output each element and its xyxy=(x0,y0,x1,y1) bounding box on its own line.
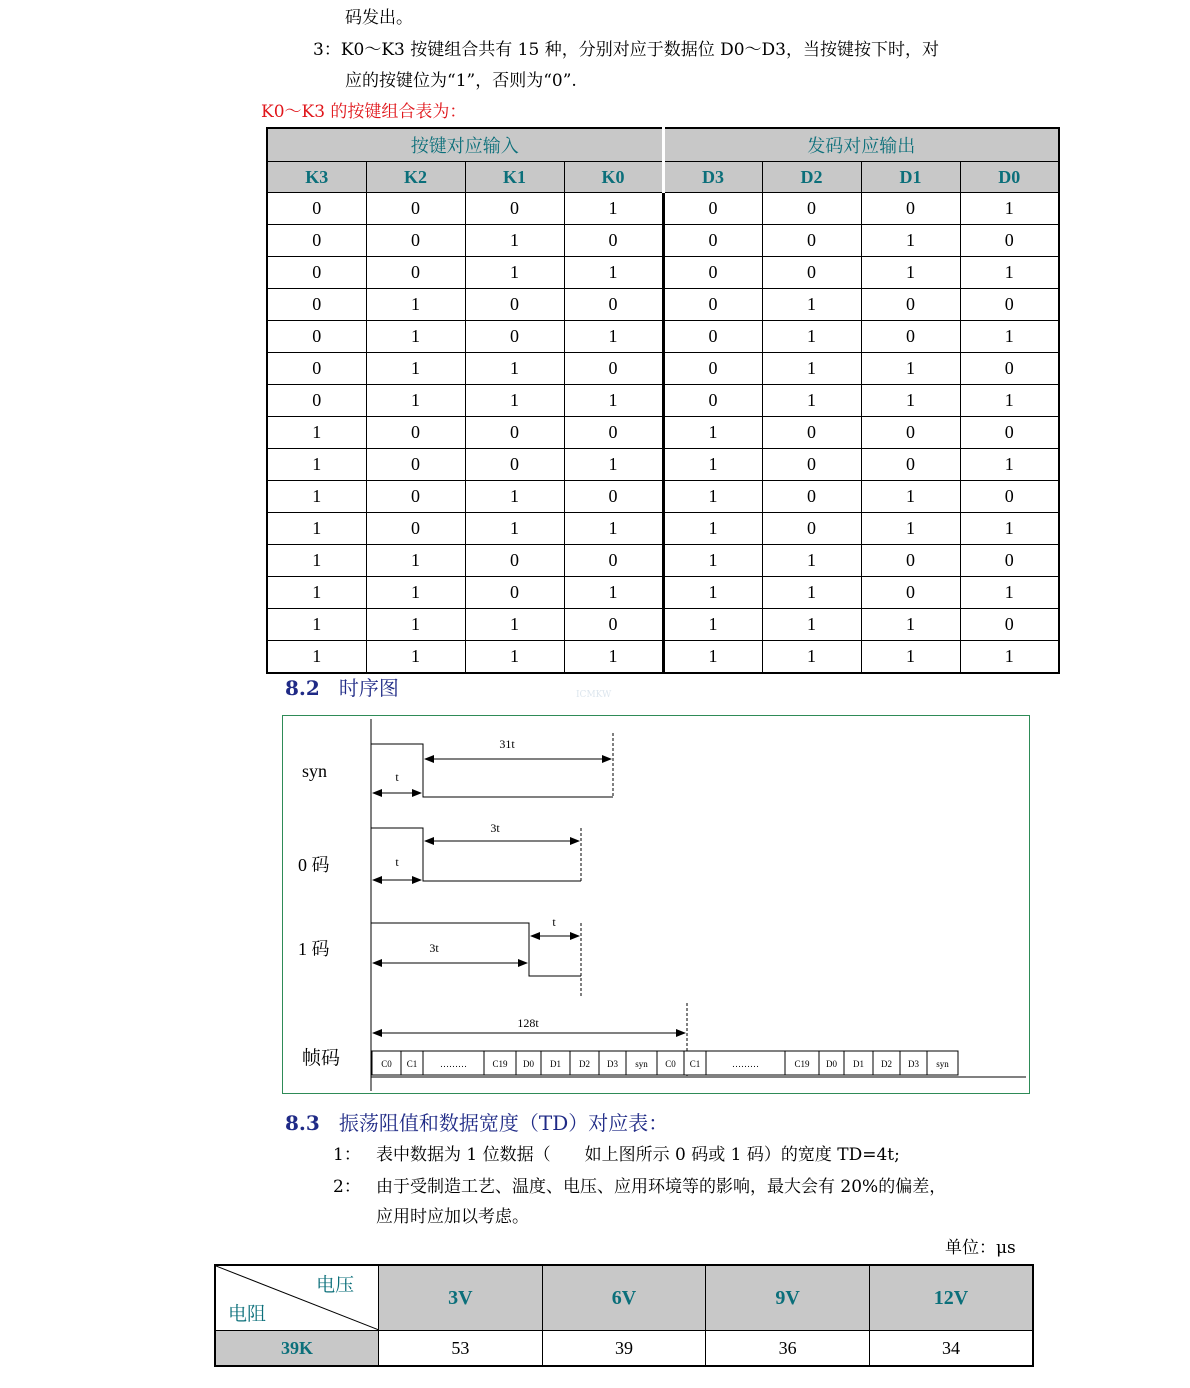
cell-k2: 0 xyxy=(366,257,465,289)
cell-d2: 0 xyxy=(762,481,861,513)
cell-k3: 1 xyxy=(267,577,366,609)
column-header-k3: K3 xyxy=(267,162,366,193)
cell-d3: 0 xyxy=(663,353,762,385)
table-row xyxy=(267,193,1059,225)
cell-d2: 0 xyxy=(762,513,861,545)
frame-cell-label: C19 xyxy=(492,1059,508,1069)
code0-waveform xyxy=(371,828,581,881)
syn-31t-label: 31t xyxy=(499,737,515,751)
cell-k0: 1 xyxy=(564,193,663,225)
cell-k3: 0 xyxy=(267,321,366,353)
cell-k0: 1 xyxy=(564,641,663,674)
cell-d0: 1 xyxy=(960,385,1059,417)
syn-t-label: t xyxy=(395,770,399,784)
cell-d3: 0 xyxy=(663,257,762,289)
cell-d0: 0 xyxy=(960,481,1059,513)
cell-d0: 0 xyxy=(960,545,1059,577)
voltage-header-9v: 9V xyxy=(706,1265,870,1331)
group-input-header: 按键对应输入 xyxy=(267,128,663,162)
cell-d2: 1 xyxy=(762,577,861,609)
table-row xyxy=(267,289,1059,321)
cell-d0: 1 xyxy=(960,513,1059,545)
cell-k1: 1 xyxy=(465,609,564,641)
frame-cell-label: C0 xyxy=(381,1059,392,1069)
corner-resistance-label: 电阻 xyxy=(228,1304,267,1325)
cell-k3: 1 xyxy=(267,481,366,513)
frame-cell-label: C0 xyxy=(665,1059,676,1069)
cell-d2: 1 xyxy=(762,545,861,577)
cell-k1: 0 xyxy=(465,289,564,321)
cell-d3: 0 xyxy=(663,321,762,353)
cell-k2: 0 xyxy=(366,449,465,481)
table-row xyxy=(267,577,1059,609)
frame-cell-label: ……… xyxy=(732,1059,759,1069)
cell-d2: 0 xyxy=(762,449,861,481)
group-output-header: 发码对应输出 xyxy=(663,128,1059,162)
cell-k2: 0 xyxy=(366,513,465,545)
cell-d3: 1 xyxy=(663,449,762,481)
code1-label: 1 码 xyxy=(298,939,330,959)
cell-d3: 1 xyxy=(663,577,762,609)
cell-d0: 1 xyxy=(960,321,1059,353)
cell-d1: 0 xyxy=(861,449,960,481)
cell-k0: 1 xyxy=(564,577,663,609)
cell-d2: 1 xyxy=(762,641,861,674)
cell-k3: 1 xyxy=(267,449,366,481)
cell-k2: 1 xyxy=(366,385,465,417)
cell-d1: 1 xyxy=(861,385,960,417)
cell-d1: 1 xyxy=(861,353,960,385)
key-combination-table xyxy=(266,127,1060,674)
cell-d1: 1 xyxy=(861,609,960,641)
cell-k0: 1 xyxy=(564,513,663,545)
cell-d0: 0 xyxy=(960,225,1059,257)
note-2-number: 2： xyxy=(333,1177,361,1197)
cell-k3: 0 xyxy=(267,385,366,417)
frame-cell-label: C1 xyxy=(406,1059,418,1069)
section-8-3-heading xyxy=(285,1110,668,1136)
cell-d1: 1 xyxy=(861,257,960,289)
cell-k3: 0 xyxy=(267,289,366,321)
table-row xyxy=(267,481,1059,513)
code1-waveform xyxy=(371,923,581,976)
cell-d2: 0 xyxy=(762,225,861,257)
cell-d2: 1 xyxy=(762,289,861,321)
cell-k1: 0 xyxy=(465,449,564,481)
cell-d1: 0 xyxy=(861,289,960,321)
cell-d1: 0 xyxy=(861,321,960,353)
cell-k1: 0 xyxy=(465,417,564,449)
cell-d2: 0 xyxy=(762,193,861,225)
cell-k0: 0 xyxy=(564,289,663,321)
note-2-line1: 由于受制造工艺、温度、电压、应用环境等的影响，最大会有 20%的偏差， xyxy=(376,1177,947,1197)
cell-k1: 1 xyxy=(465,225,564,257)
table-row xyxy=(267,417,1059,449)
cell-d2: 1 xyxy=(762,321,861,353)
cell-k0: 0 xyxy=(564,417,663,449)
code0-3t-label: 3t xyxy=(490,821,500,835)
cell-k0: 0 xyxy=(564,353,663,385)
width-value-cell: 34 xyxy=(869,1331,1033,1367)
section-number: 8.3 xyxy=(285,1111,320,1135)
unit-label: 单位：μs xyxy=(945,1238,1016,1258)
frame-cell-label: D1 xyxy=(853,1059,864,1069)
cell-d0: 1 xyxy=(960,257,1059,289)
syn-label: syn xyxy=(302,761,328,781)
section-title: 振荡阻值和数据宽度（TD）对应表： xyxy=(338,1111,669,1135)
table-row xyxy=(267,513,1059,545)
cell-k2: 1 xyxy=(366,289,465,321)
cell-d2: 0 xyxy=(762,417,861,449)
frame-cell-label: C19 xyxy=(794,1059,810,1069)
cell-d3: 0 xyxy=(663,289,762,321)
cell-d3: 1 xyxy=(663,513,762,545)
resistance-width-table xyxy=(214,1264,1034,1367)
cell-d0: 1 xyxy=(960,449,1059,481)
cell-k2: 0 xyxy=(366,417,465,449)
column-header-d0: D0 xyxy=(960,162,1059,193)
cell-k3: 1 xyxy=(267,417,366,449)
voltage-header-6v: 6V xyxy=(542,1265,706,1331)
column-header-k1: K1 xyxy=(465,162,564,193)
frame-cell-label: syn xyxy=(936,1059,949,1069)
code1-t-label: t xyxy=(552,915,556,929)
voltage-header-3v: 3V xyxy=(379,1265,543,1331)
syn-waveform xyxy=(371,744,613,797)
corner-cell xyxy=(215,1265,379,1331)
cell-d3: 0 xyxy=(663,225,762,257)
width-value-cell: 36 xyxy=(706,1331,870,1367)
table-row xyxy=(267,225,1059,257)
column-header-d2: D2 xyxy=(762,162,861,193)
code0-t-label: t xyxy=(395,855,399,869)
frame-cell-label: D2 xyxy=(579,1059,590,1069)
voltage-header-12v: 12V xyxy=(869,1265,1033,1331)
timing-diagram xyxy=(282,715,1030,1095)
table-row xyxy=(267,385,1059,417)
table-row xyxy=(267,353,1059,385)
cell-k1: 1 xyxy=(465,385,564,417)
cell-d2: 1 xyxy=(762,353,861,385)
frame-cell-label: D2 xyxy=(881,1059,892,1069)
cell-k2: 1 xyxy=(366,577,465,609)
cell-d1: 0 xyxy=(861,417,960,449)
section-8-2-heading xyxy=(285,675,399,701)
table-row xyxy=(267,641,1059,674)
cell-k1: 0 xyxy=(465,193,564,225)
frame-cell-label: D1 xyxy=(550,1059,561,1069)
cell-d0: 1 xyxy=(960,641,1059,674)
cell-d3: 1 xyxy=(663,609,762,641)
cell-k1: 0 xyxy=(465,545,564,577)
watermark: ICMKW xyxy=(576,690,612,700)
row-label-39k: 39K xyxy=(215,1331,379,1367)
cell-d1: 1 xyxy=(861,641,960,674)
corner-voltage-label: 电压 xyxy=(316,1275,355,1296)
frame-cell-label: D0 xyxy=(826,1059,837,1069)
table-row xyxy=(267,321,1059,353)
note-2-line2: 应用时应加以考虑。 xyxy=(376,1207,529,1227)
cell-k1: 0 xyxy=(465,577,564,609)
section-title: 时序图 xyxy=(338,676,399,700)
cell-k2: 1 xyxy=(366,353,465,385)
frame-128t-label: 128t xyxy=(517,1016,539,1030)
column-header-d3: D3 xyxy=(663,162,762,193)
cell-d3: 1 xyxy=(663,545,762,577)
frame-cell-label: D0 xyxy=(523,1059,534,1069)
cell-d0: 0 xyxy=(960,353,1059,385)
cell-k3: 0 xyxy=(267,257,366,289)
cell-k3: 1 xyxy=(267,641,366,674)
cell-k1: 0 xyxy=(465,321,564,353)
frame-cell-label: ……… xyxy=(440,1059,467,1069)
cell-k3: 1 xyxy=(267,513,366,545)
cell-k2: 0 xyxy=(366,225,465,257)
cell-d1: 0 xyxy=(861,193,960,225)
cell-d0: 1 xyxy=(960,577,1059,609)
cell-k2: 1 xyxy=(366,641,465,674)
frame-cell-label: syn xyxy=(635,1059,648,1069)
cell-d1: 0 xyxy=(861,545,960,577)
cell-k3: 0 xyxy=(267,193,366,225)
cell-d1: 1 xyxy=(861,225,960,257)
cell-k3: 1 xyxy=(267,545,366,577)
section-number: 8.2 xyxy=(285,676,320,700)
cell-k0: 1 xyxy=(564,449,663,481)
table-row xyxy=(267,545,1059,577)
code0-label: 0 码 xyxy=(298,855,330,875)
cell-d2: 1 xyxy=(762,609,861,641)
cell-k0: 1 xyxy=(564,321,663,353)
cell-k1: 1 xyxy=(465,257,564,289)
intro-item3-line1: 3：K0～K3 按键组合共有 15 种，分别对应于数据位 D0～D3，当按键按下时，对 xyxy=(313,40,939,60)
width-value-cell: 39 xyxy=(542,1331,706,1367)
table-row xyxy=(267,609,1059,641)
intro-line: 码发出。 xyxy=(345,8,413,28)
cell-d0: 0 xyxy=(960,417,1059,449)
cell-d3: 0 xyxy=(663,193,762,225)
cell-d1: 1 xyxy=(861,481,960,513)
cell-k0: 0 xyxy=(564,481,663,513)
note-1: 表中数据为 1 位数据（ 如上图所示 0 码或 1 码）的宽度 TD=4t; xyxy=(376,1145,900,1165)
frame-cell-label: D3 xyxy=(607,1059,618,1069)
column-header-k2: K2 xyxy=(366,162,465,193)
cell-k1: 1 xyxy=(465,641,564,674)
frame-cells xyxy=(372,1051,958,1075)
cell-k2: 1 xyxy=(366,545,465,577)
cell-k1: 1 xyxy=(465,353,564,385)
cell-d2: 1 xyxy=(762,385,861,417)
column-header-d1: D1 xyxy=(861,162,960,193)
cell-k1: 1 xyxy=(465,513,564,545)
column-header-k0: K0 xyxy=(564,162,663,193)
cell-k2: 0 xyxy=(366,193,465,225)
table-row xyxy=(267,449,1059,481)
cell-k3: 0 xyxy=(267,353,366,385)
cell-d3: 1 xyxy=(663,641,762,674)
cell-d0: 0 xyxy=(960,289,1059,321)
cell-d3: 1 xyxy=(663,481,762,513)
cell-k1: 1 xyxy=(465,481,564,513)
cell-d0: 1 xyxy=(960,193,1059,225)
frame-cell-label: C1 xyxy=(689,1059,701,1069)
note-1-number: 1： xyxy=(333,1145,361,1165)
cell-k3: 1 xyxy=(267,609,366,641)
cell-d0: 0 xyxy=(960,609,1059,641)
cell-k0: 0 xyxy=(564,225,663,257)
cell-k3: 0 xyxy=(267,225,366,257)
table-row xyxy=(267,257,1059,289)
cell-k2: 1 xyxy=(366,609,465,641)
cell-d3: 0 xyxy=(663,385,762,417)
cell-k0: 1 xyxy=(564,385,663,417)
width-value-cell: 53 xyxy=(379,1331,543,1367)
cell-k2: 1 xyxy=(366,321,465,353)
cell-k0: 1 xyxy=(564,257,663,289)
cell-d3: 1 xyxy=(663,417,762,449)
cell-d1: 1 xyxy=(861,513,960,545)
cell-k0: 0 xyxy=(564,545,663,577)
frame-cell-label: D3 xyxy=(908,1059,919,1069)
cell-k0: 0 xyxy=(564,609,663,641)
key-table-caption: K0～K3 的按键组合表为： xyxy=(261,102,467,122)
intro-item3-line2: 应的按键位为“1”，否则为“0”. xyxy=(345,71,577,91)
cell-d2: 0 xyxy=(762,257,861,289)
code1-3t-label: 3t xyxy=(429,941,439,955)
frame-label: 帧码 xyxy=(302,1048,341,1069)
cell-k2: 0 xyxy=(366,481,465,513)
cell-d1: 0 xyxy=(861,577,960,609)
